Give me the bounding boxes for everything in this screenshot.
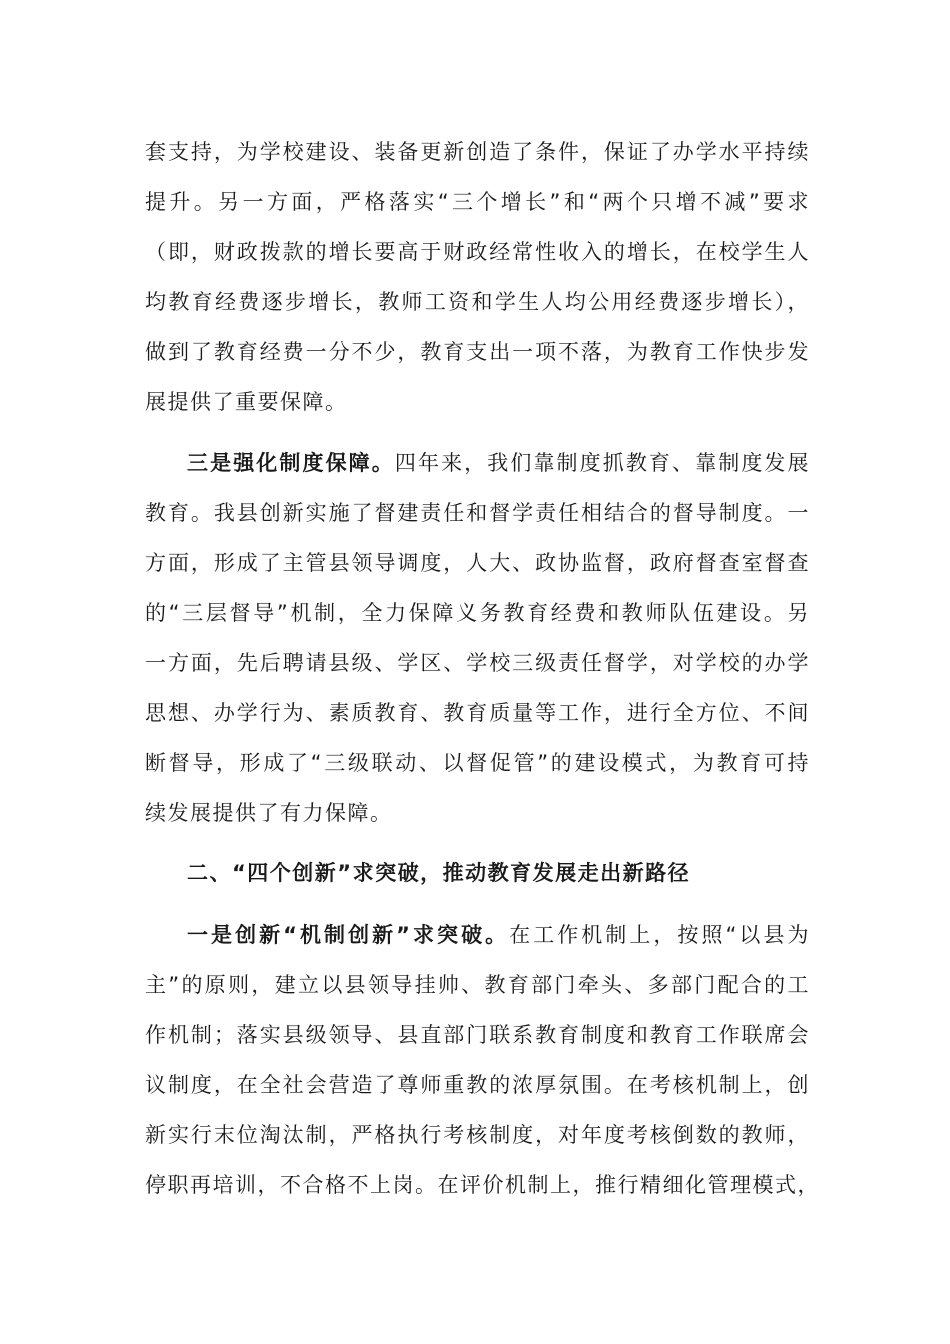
paragraph-mechanism-innovation <box>145 910 820 1210</box>
section-heading: 二、“四个创新”求突破，推动教育发展走出新路径 <box>187 861 691 885</box>
section-heading-block <box>145 848 810 898</box>
text-line: 议制度，在全社会营造了尊师重教的浓厚氛围。在考核机制上，创 <box>145 1073 810 1097</box>
text-line: 的“三层督导”机制，全力保障义务教育经费和教师队伍建设。另 <box>145 601 810 625</box>
text-line: 展提供了重要保障。 <box>145 390 348 414</box>
text-line: 停职再培训，不合格不上岗。在评价机制上，推行精细化管理模式， <box>145 1173 820 1197</box>
text-line <box>145 438 810 488</box>
text-line: 一方面，先后聘请县级、学区、学校三级责任督学，对学校的办学 <box>145 651 810 675</box>
text-line: 新实行末位淘汰制，严格执行考核制度，对年度考核倒数的教师， <box>145 1123 810 1147</box>
text-line <box>145 910 810 960</box>
text-line: 思想、办学行为、素质教育、教育质量等工作，进行全方位、不间 <box>145 701 810 725</box>
paragraph-lead-heading: 一是创新“机制创新”求突破。 <box>187 923 510 947</box>
text-line: 作机制；落实县级领导、县直部门联系教育制度和教育工作联席会 <box>145 1023 810 1047</box>
paragraph-funding <box>145 127 810 427</box>
text-line: 均教育经费逐步增长，教师工资和学生人均公用经费逐步增长）， <box>145 290 810 314</box>
text-line: 续发展提供了有力保障。 <box>145 801 393 825</box>
text-line: 教育。我县创新实施了督建责任和督学责任相结合的督导制度。一 <box>145 501 810 525</box>
paragraph-lead-heading: 三是强化制度保障。 <box>187 451 395 475</box>
text-line: 方面，形成了主管县领导调度，人大、政协监督，政府督查室督查 <box>145 551 810 575</box>
text-line: 套支持，为学校建设、装备更新创造了条件，保证了办学水平持续 <box>145 140 810 164</box>
paragraph-system-guarantee <box>145 438 810 838</box>
text-run: 在工作机制上，按照“以县为 <box>509 923 810 947</box>
text-line: 断督导，形成了“三级联动、以督促管”的建设模式，为教育可持 <box>145 751 810 775</box>
text-line: 做到了教育经费一分不少，教育支出一项不落，为教育工作快步发 <box>145 340 810 364</box>
text-line: （即，财政拨款的增长要高于财政经常性收入的增长，在校学生人 <box>145 240 810 264</box>
text-line: 主”的原则，建立以县领导挂帅、教育部门牵头、多部门配合的工 <box>145 973 810 997</box>
text-line: 提升。另一方面，严格落实“三个增长”和“两个只增不减”要求 <box>145 190 810 214</box>
text-run: 四年来，我们靠制度抓教育、靠制度发展 <box>394 451 811 475</box>
